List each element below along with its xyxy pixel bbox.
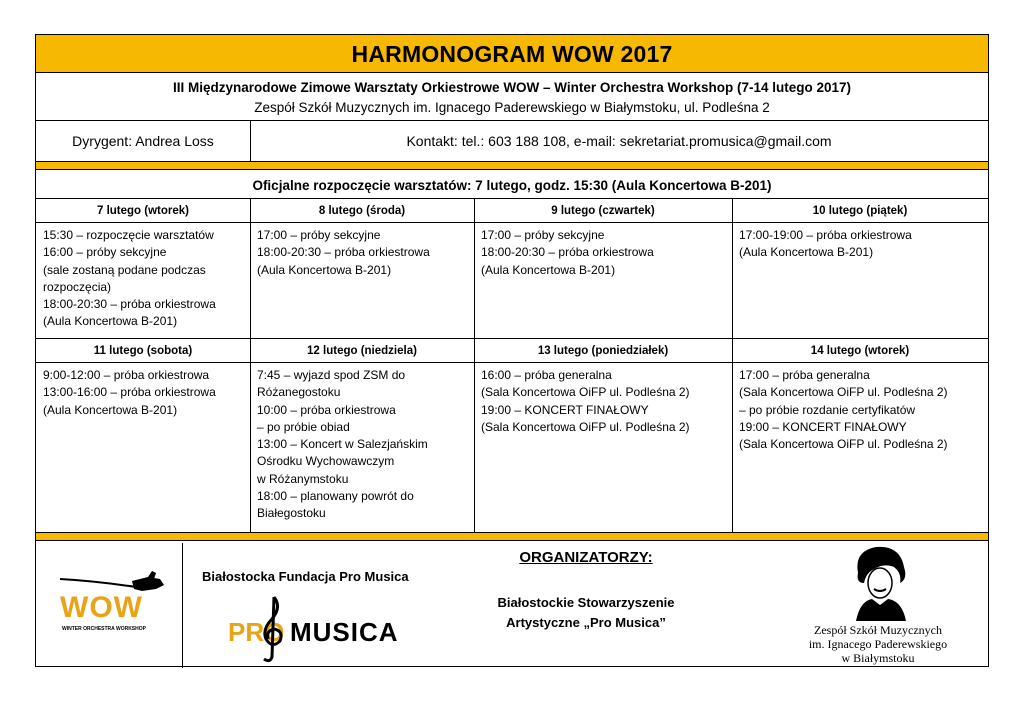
divider-strip <box>36 533 988 541</box>
day-header: 13 lutego (poniedziałek) <box>537 345 669 357</box>
day-events: 15:30 – rozpoczęcie warsztatów 16:00 – próby sekcyjne (sale zostaną podane podczas rozpoczęcia) 18:00-20:30 – próba orkiestrowa (Aula Koncertowa B-201) <box>43 228 216 329</box>
week1-day-headers <box>36 199 988 223</box>
organizers-title: ORGANIZATORZY: <box>519 549 653 566</box>
day-header: 11 lutego (sobota) <box>93 345 193 357</box>
organizers-cell <box>436 543 736 668</box>
day-events: 17:00-19:00 – próba orkiestrowa (Aula Koncertowa B-201) <box>739 228 912 260</box>
official-start: Oficjalne rozpoczęcie warsztatów: 7 lutego, godz. 15:30 (Aula Koncertowa B-201) <box>36 173 988 199</box>
event-name: III Międzynarodowe Zimowe Warsztaty Orkiestrowe WOW – Winter Orchestra Workshop (7-14 lutego 2017) <box>172 80 852 95</box>
promusica-pro: PRO <box>228 617 285 647</box>
wow-logo-caption: WINTER ORCHESTRA WORKSHOP <box>62 626 146 632</box>
day-header: 10 lutego (piątek) <box>812 205 908 217</box>
association-name: Białostockie Stowarzyszenie Artystyczne „Pro Musica” <box>497 595 675 630</box>
day-header: 8 lutego (środa) <box>318 205 406 217</box>
foundation-name: Białostocka Fundacja Pro Musica <box>202 569 409 584</box>
conductor-label: Dyrygent: Andrea Loss <box>72 133 214 149</box>
day-events: 17:00 – próby sekcyjne 18:00-20:30 – próba orkiestrowa (Aula Koncertowa B-201) <box>481 228 654 277</box>
schedule-sheet <box>35 34 989 667</box>
week2-day-headers <box>36 339 988 363</box>
wow-logo <box>36 543 182 668</box>
week1-day-events <box>36 223 988 339</box>
divider-strip <box>36 162 988 170</box>
day-header: 7 lutego (wtorek) <box>96 205 189 217</box>
event-venue: Zespół Szkół Muzycznych im. Ignacego Paderewskiego w Białymstoku, ul. Podleśna 2 <box>254 100 770 115</box>
wow-logo-text: WOW <box>60 591 143 624</box>
page-title: HARMONOGRAM WOW 2017 <box>36 35 988 73</box>
promusica-musica: MUSICA <box>290 617 399 647</box>
day-events: 17:00 – próby sekcyjne 18:00-20:30 – próba orkiestrowa (Aula Koncertowa B-201) <box>257 228 430 277</box>
organizers-footer <box>36 543 988 668</box>
event-subtitle <box>36 73 988 121</box>
treble-clef-icon <box>258 593 288 663</box>
contact-info: Kontakt: tel.: 603 188 108, e-mail: sekretariat.promusica@gmail.com <box>406 133 832 149</box>
contact-row <box>36 121 988 162</box>
paderewski-portrait-icon <box>844 543 914 621</box>
day-header: 9 lutego (czwartek) <box>551 205 655 217</box>
day-events: 16:00 – próba generalna (Sala Koncertowa OiFP ul. Podleśna 2) 19:00 – KONCERT FINAŁOWY (Sala Koncertowa OiFP ul. Podleśna 2) <box>481 368 690 434</box>
school-logo <box>766 543 990 668</box>
day-events: 17:00 – próba generalna (Sala Koncertowa OiFP ul. Podleśna 2) – po próbie rozdanie certyfikatów 19:00 – KONCERT FINAŁOWY (Sala Koncertowa OiFP ul. Podleśna 2) <box>739 368 948 452</box>
day-header: 12 lutego (niedziela) <box>307 345 417 357</box>
week2-day-events <box>36 363 988 533</box>
day-events: 7:45 – wyjazd spod ZSM do Różanegostoku 10:00 – próba orkiestrowa – po próbie obiad 13:00 – Koncert w Salezjańskim Ośrodku Wychowawczym w Różanymstoku 18:00 – planowany powrót do Białegostoku <box>257 368 428 521</box>
day-header: 14 lutego (wtorek) <box>810 345 910 357</box>
school-name: Zespół Szkół Muzycznych im. Ignacego Paderewskiego w Białymstoku <box>808 623 948 665</box>
day-events: 9:00-12:00 – próba orkiestrowa 13:00-16:00 – próba orkiestrowa (Aula Koncertowa B-201) <box>43 368 216 417</box>
